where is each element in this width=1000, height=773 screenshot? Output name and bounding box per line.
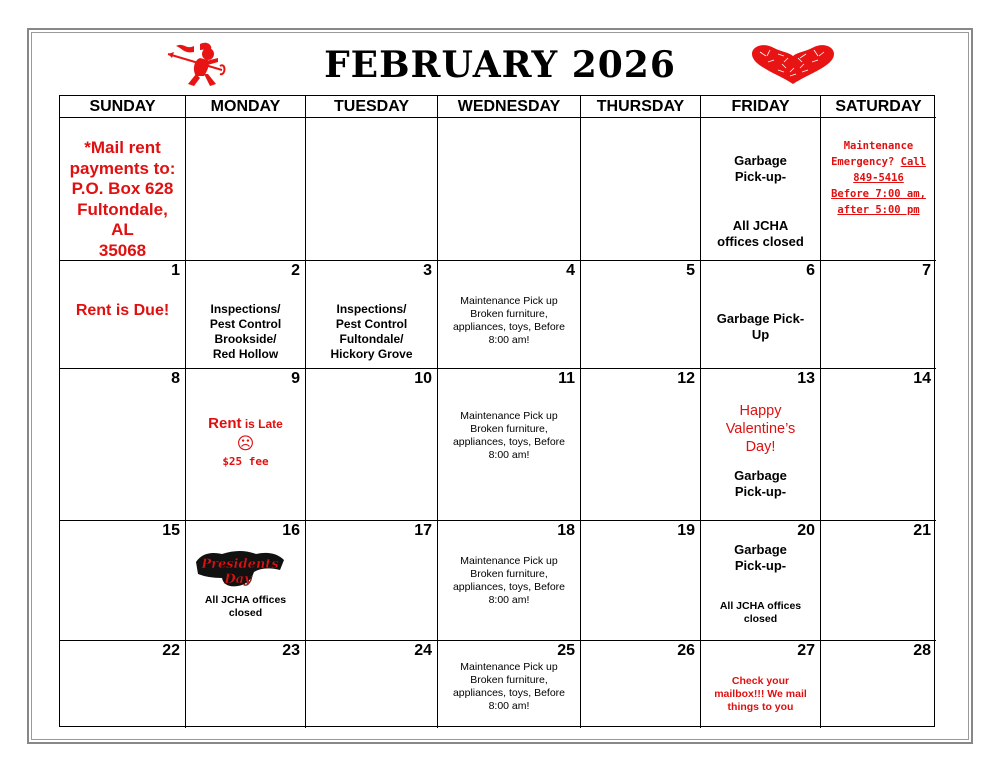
day-cell-17 xyxy=(306,521,438,641)
svg-text:Day: Day xyxy=(224,572,252,587)
offices-closed-note: All JCHA offices closed xyxy=(717,218,804,249)
day-cell-3 xyxy=(306,261,438,369)
empty-cell xyxy=(581,118,701,261)
empty-cell xyxy=(186,118,306,261)
day-number: 6 xyxy=(806,262,815,279)
inspection-note: Inspections/ Pest Control Fultondale/ Hickory Grove xyxy=(330,302,413,361)
day-number: 3 xyxy=(423,262,432,279)
day-header-tuesday: TUESDAY xyxy=(306,96,438,118)
day-number: 26 xyxy=(677,642,695,659)
day-cell-14 xyxy=(821,369,936,521)
day-number: 8 xyxy=(171,370,180,387)
day-number: 10 xyxy=(414,370,432,387)
day-number: 12 xyxy=(677,370,695,387)
calendar-title: FEBRUARY 2026 xyxy=(324,44,676,86)
maintenance-pickup-note: Maintenance Pick up Broken furniture, appliances, toys, Before 8:00 am! xyxy=(452,661,566,712)
day-number: 21 xyxy=(913,522,931,539)
day-header-monday: MONDAY xyxy=(186,96,306,118)
day-cell-24 xyxy=(306,641,438,728)
day-number: 28 xyxy=(913,642,931,659)
day-number: 11 xyxy=(558,370,575,387)
day-cell-15 xyxy=(60,521,186,641)
frown-icon: ☹ xyxy=(236,434,255,453)
garbage-note: Garbage Pick- Up xyxy=(716,311,805,342)
rent-late-note: Rent is Late ☹ $25 fee xyxy=(188,415,303,468)
day-number: 18 xyxy=(557,522,575,539)
day-cell-1 xyxy=(60,261,186,369)
day-number: 23 xyxy=(282,642,300,659)
day-number: 17 xyxy=(414,522,432,539)
day-number: 14 xyxy=(913,370,931,387)
mail-info-cell xyxy=(60,118,186,261)
maintenance-pickup-note: Maintenance Pick up Broken furniture, appliances, toys, Before 8:00 am! xyxy=(452,410,566,461)
day-number: 15 xyxy=(162,522,180,539)
garbage-note: Garbage Pick-up- xyxy=(734,542,787,573)
day-header-saturday: SATURDAY xyxy=(821,96,936,118)
day-cell-18 xyxy=(438,521,581,641)
day-header-thursday: THURSDAY xyxy=(581,96,701,118)
day-cell-25 xyxy=(438,641,581,728)
offices-closed-note: All JCHA offices closed xyxy=(719,600,802,625)
day-number: 24 xyxy=(414,642,432,659)
maintenance-pickup-note: Maintenance Pick up Broken furniture, appliances, toys, Before 8:00 am! xyxy=(452,295,566,346)
svg-text:Presidents: Presidents xyxy=(201,557,279,572)
empty-cell xyxy=(438,118,581,261)
rent-due-note: Rent is Due! xyxy=(75,302,170,319)
day-number: 5 xyxy=(686,262,695,279)
offices-closed-note: All JCHA offices closed xyxy=(204,594,287,619)
day-number: 4 xyxy=(566,262,575,279)
day-header-wednesday: WEDNESDAY xyxy=(438,96,581,118)
maintenance-pickup-note: Maintenance Pick up Broken furniture, appliances, toys, Before 8:00 am! xyxy=(452,555,566,606)
day-cell-12 xyxy=(581,369,701,521)
day-cell-26 xyxy=(581,641,701,728)
day-number: 1 xyxy=(171,262,180,279)
day-number: 7 xyxy=(922,262,931,279)
day-cell-23 xyxy=(186,641,306,728)
day-cell-10 xyxy=(306,369,438,521)
day-cell-5 xyxy=(581,261,701,369)
day-cell-13 xyxy=(701,369,821,521)
day-cell-7 xyxy=(821,261,936,369)
mail-payment-note: *Mail rent payments to: P.O. Box 628 Fultondale, AL 35068 xyxy=(69,138,176,260)
day-number: 22 xyxy=(162,642,180,659)
day-cell-16 xyxy=(186,521,306,641)
calendar-grid xyxy=(59,95,935,727)
day-number: 13 xyxy=(797,370,815,387)
day-cell-21 xyxy=(821,521,936,641)
presidents-day-logo xyxy=(194,548,286,588)
day-number: 19 xyxy=(677,522,695,539)
valentines-note: Happy Valentine’s Day! xyxy=(725,403,796,455)
garbage-note: Garbage Pick-up- xyxy=(734,468,787,499)
day-cell-11 xyxy=(438,369,581,521)
day-cell-19 xyxy=(581,521,701,641)
day-cell-6 xyxy=(701,261,821,369)
day-number: 25 xyxy=(557,642,575,659)
day-cell-20 xyxy=(701,521,821,641)
day-number: 16 xyxy=(282,522,300,539)
day-number: 2 xyxy=(291,262,300,279)
day-header-sunday: SUNDAY xyxy=(60,96,186,118)
maintenance-emergency-note: Maintenance Emergency? Call 849-5416 Before 7:00 am, after 5:00 pm xyxy=(831,140,926,216)
day-cell-27 xyxy=(701,641,821,728)
day-number: 20 xyxy=(797,522,815,539)
day-number: 27 xyxy=(797,642,815,659)
empty-cell xyxy=(306,118,438,261)
maintenance-emergency-cell xyxy=(821,118,936,261)
day-cell-28 xyxy=(821,641,936,728)
day-cell-22 xyxy=(60,641,186,728)
day-cell-4 xyxy=(438,261,581,369)
day-cell-9 xyxy=(186,369,306,521)
day-number: 9 xyxy=(291,370,300,387)
day-header-friday: FRIDAY xyxy=(701,96,821,118)
inspection-note: Inspections/ Pest Control Brookside/ Red Hollow xyxy=(209,302,282,361)
friday-pre-cell xyxy=(701,118,821,261)
garbage-note: Garbage Pick-up- xyxy=(734,153,787,184)
day-cell-8 xyxy=(60,369,186,521)
day-cell-2 xyxy=(186,261,306,369)
mailbox-note: Check your mailbox!!! We mail things to you xyxy=(714,675,807,713)
